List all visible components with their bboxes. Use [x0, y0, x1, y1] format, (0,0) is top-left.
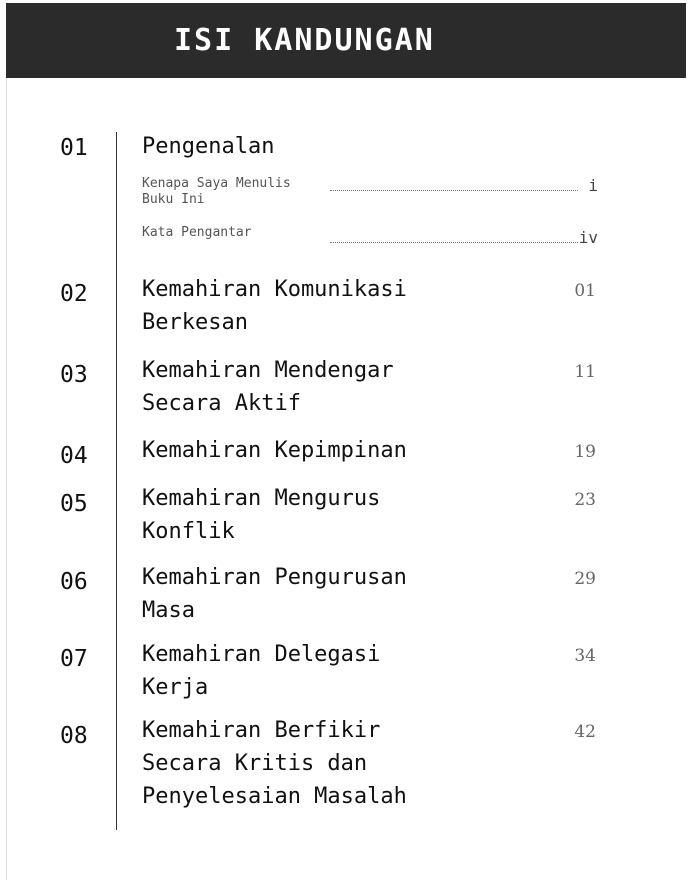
- chapter-page: 42: [574, 722, 596, 742]
- header-bar: [6, 3, 686, 78]
- chapter-number: 03: [60, 362, 88, 388]
- chapter-page: 34: [574, 646, 596, 666]
- chapter-number: 07: [60, 646, 88, 672]
- chapter-title: Kemahiran Pengurusan Masa: [142, 565, 407, 623]
- subsection-title: Kenapa Saya Menulis Buku Ini: [142, 176, 291, 207]
- chapter-title: Kemahiran Komunikasi Berkesan: [142, 277, 407, 335]
- chapter-number: 02: [60, 281, 88, 307]
- dot-leader: [330, 242, 578, 243]
- chapter-number: 08: [60, 723, 88, 749]
- chapter-page: 23: [574, 490, 596, 510]
- subsection-title: Kata Pengantar: [142, 225, 252, 240]
- chapter-title: Kemahiran Mengurus Konflik: [142, 486, 381, 544]
- chapter-title: Pengenalan: [142, 134, 275, 159]
- subsection-page: iv: [578, 228, 598, 247]
- chapter-number: 04: [60, 443, 88, 469]
- dot-leader: [330, 190, 578, 191]
- chapter-number: 01: [60, 135, 88, 161]
- chapter-page: 29: [574, 569, 596, 589]
- chapter-page: 01: [574, 281, 596, 301]
- vertical-divider: [116, 132, 117, 830]
- chapter-number: 05: [60, 491, 88, 517]
- chapter-title: Kemahiran Kepimpinan: [142, 438, 407, 463]
- chapter-title: Kemahiran Berfikir Secara Kritis dan Penyelesaian Masalah: [142, 718, 407, 809]
- page-title: ISI KANDUNGAN: [174, 23, 435, 58]
- page-edge: [6, 78, 7, 880]
- chapter-title: Kemahiran Delegasi Kerja: [142, 642, 381, 700]
- chapter-page: 11: [574, 362, 596, 382]
- chapter-number: 06: [60, 569, 88, 595]
- chapter-title: Kemahiran Mendengar Secara Aktif: [142, 358, 394, 416]
- chapter-page: 19: [574, 442, 596, 462]
- subsection-page: i: [588, 176, 598, 195]
